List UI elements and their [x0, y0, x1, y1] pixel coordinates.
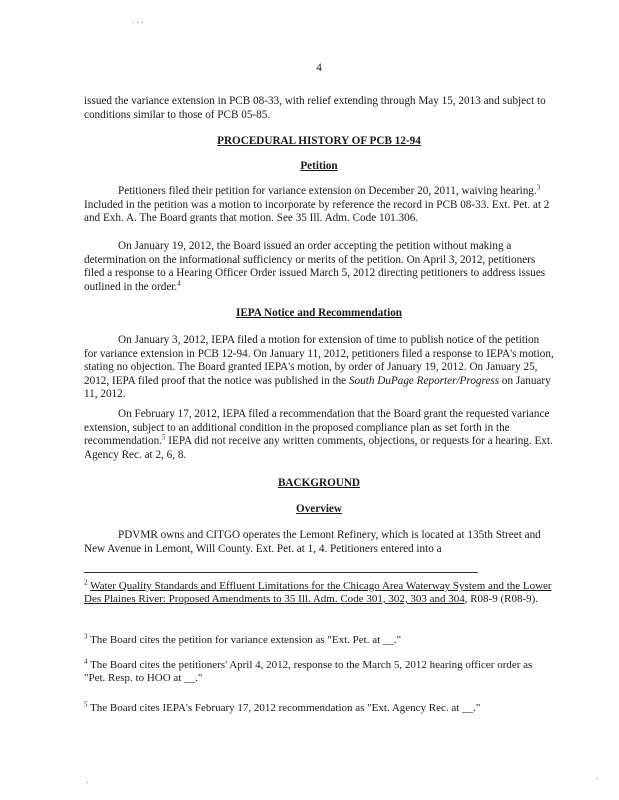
iepa-p1-publication: South DuPage Reporter/Progress — [348, 374, 500, 387]
footnote-5-number: 5 — [84, 700, 88, 709]
footnote-3 — [84, 634, 554, 647]
scan-mark-bottom-right: . — [596, 771, 599, 781]
footnote-separator — [84, 572, 478, 573]
iepa-p1-text-a: On January 3, 2012, IEPA filed a motion for extension of time to publish notice of the petition for variance extension in PCB 12-94. On January 11, 2012, petitioners filed a response to IEPA's motion, stating no objection. The Board granted IEPA's motion, by order of January 19, 2012. On January 25, 2012, IEPA filed proof that the notice was published in the — [84, 334, 554, 387]
iepa-p2-text-a: On February 17, 2012, IEPA filed a recommendation that the Board grant the requested variance extension, subject to an additional condition in the proposed compliance plan as set forth in the recommendation. — [84, 408, 550, 447]
footnote-2 — [84, 580, 554, 606]
page-number: 4 — [316, 62, 322, 74]
footnote-5-text: The Board cites IEPA's February 17, 2012 recommendation as "Ext. Agency Rec. at __." — [90, 702, 481, 714]
footnote-4-text: The Board cites the petitioners' April 4, 2012, response to the March 5, 2012 hearing officer order as "Pet. Resp. to HOO at __." — [84, 659, 533, 684]
petition-p1-text-b: Included in the petition was a motion to incorporate by reference the record in PCB 08-33. Ext. Pet. at 2 and Exh. A. The Board grants that motion. See 35 Ill. Adm. Code 101.306. — [84, 198, 550, 224]
intro-paragraph: issued the variance extension in PCB 08-33, with relief extending through May 15, 2013 and subject to conditions similar to those of PCB 05-85. — [84, 95, 546, 121]
overview-paragraph-1: PDVMR owns and CITGO operates the Lemont Refinery, which is located at 135th Street and New Avenue in Lemont, Will County. Ext. Pet. at 1, 4. Petitioners entered into a — [84, 529, 541, 555]
footnote-2-number: 2 — [84, 578, 88, 587]
footnote-4 — [84, 659, 554, 685]
petition-paragraph-1 — [84, 185, 554, 226]
heading-background: BACKGROUND — [277, 477, 361, 489]
footnote-ref-3[interactable]: 3 — [536, 183, 541, 192]
footnote-5 — [84, 702, 554, 715]
footnote-ref-4[interactable]: 4 — [177, 278, 181, 287]
petition-paragraph-2 — [84, 240, 554, 294]
footnote-4-number: 4 — [84, 657, 88, 666]
scan-mark-bottom-left: . — [86, 775, 89, 785]
footnote-3-text: The Board cites the petition for variance extension as "Ext. Pet. at __." — [90, 634, 402, 646]
footnote-ref-5[interactable]: 5 — [161, 433, 166, 442]
scan-mark-top: . . . — [132, 15, 144, 25]
footnote-2-title: Water Quality Standards and Effluent Limitations for the Chicago Area Waterway System and the Lower Des Plaines River: Proposed Amendments to 35 Ill. Adm. Code 301, 302, 303 and 304 — [84, 580, 552, 605]
petition-p2-text: On January 19, 2012, the Board issued an order accepting the petition without making a determination on the informational sufficiency or merits of the petition. On April 3, 2012, petitioners filed a response to a Hearing Officer Order issued March 5, 2012 directing petitioners to address issues outlined in the order. — [84, 240, 546, 293]
iepa-p2-text-b: IEPA did not receive any written comments, objections, or requests for a hearing. Ext. Agency Rec. at 2, 6, 8. — [84, 435, 553, 461]
footnote-2-tail: , R08-9 (R08-9). — [464, 593, 539, 605]
heading-overview: Overview — [296, 503, 342, 515]
iepa-p1-text-b: on January 11, 2012. — [84, 374, 551, 400]
iepa-paragraph-1 — [84, 334, 554, 402]
footnote-3-number: 3 — [84, 632, 88, 641]
heading-procedural-history: PROCEDURAL HISTORY OF PCB 12-94 — [217, 135, 421, 147]
iepa-paragraph-2 — [84, 408, 554, 462]
heading-petition: Petition — [300, 160, 338, 172]
heading-iepa-notice: IEPA Notice and Recommendation — [235, 307, 403, 319]
petition-p1-text-a: Petitioners filed their petition for variance extension on December 20, 2011, waiving hearing. — [118, 185, 537, 197]
